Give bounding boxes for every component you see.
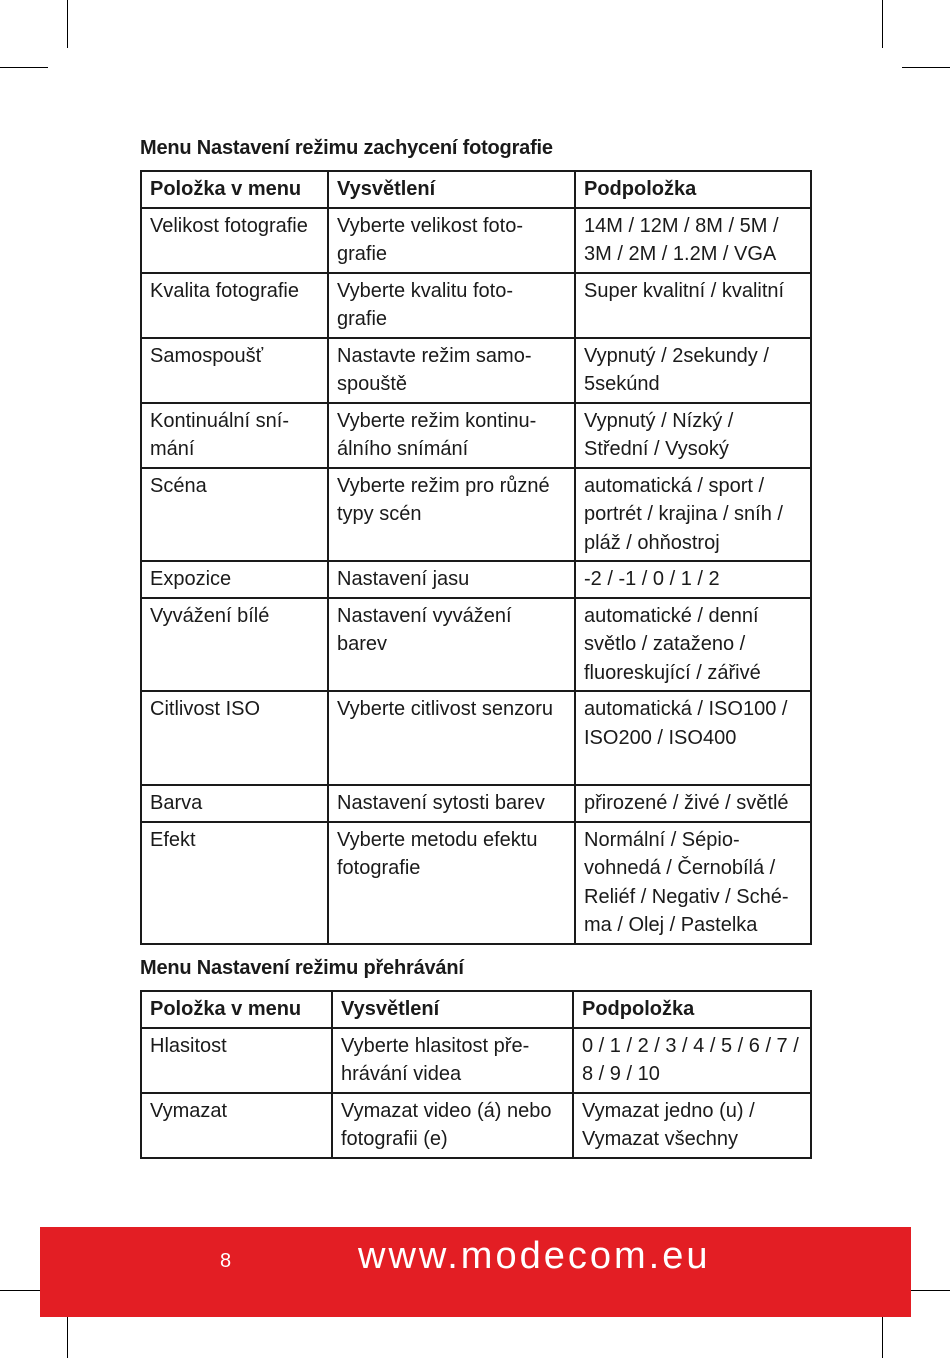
table-row	[141, 468, 811, 562]
table-cell: Normální / Sépio- vohnedá / Černobílá / Reliéf / Negativ / Sché- ma / Olej / Pastelka	[575, 822, 811, 944]
table-row	[141, 273, 811, 338]
column-header: Podpoložka	[573, 991, 811, 1028]
table-cell: Citlivost ISO	[141, 691, 328, 785]
table-cell: Hlasitost	[141, 1028, 332, 1093]
column-header: Vysvětlení	[332, 991, 573, 1028]
table-cell: Vypnutý / 2sekundy / 5sekúnd	[575, 338, 811, 403]
table-row	[141, 1093, 811, 1158]
table-cell: Vymazat	[141, 1093, 332, 1158]
section-heading-playback: Menu Nastavení režimu přehrávání	[140, 957, 464, 979]
page-number: 8	[220, 1250, 232, 1272]
table-cell: Samospoušť	[141, 338, 328, 403]
table-cell: Vyberte metodu efektu fotografie	[328, 822, 575, 944]
table-row	[141, 598, 811, 692]
table-cell: -2 / -1 / 0 / 1 / 2	[575, 561, 811, 598]
column-header: Položka v menu	[141, 991, 332, 1028]
crop-mark	[0, 67, 48, 68]
table-cell: 14M / 12M / 8M / 5M / 3M / 2M / 1.2M / VGA	[575, 208, 811, 273]
table-cell: Vyberte režim kontinu- álního snímání	[328, 403, 575, 468]
table-cell: Vyvážení bílé	[141, 598, 328, 692]
crop-mark	[882, 0, 883, 48]
table-cell: Nastavení jasu	[328, 561, 575, 598]
table-cell: Expozice	[141, 561, 328, 598]
table-cell: Nastavení vyvážení barev	[328, 598, 575, 692]
table-row	[141, 1028, 811, 1093]
table-cell: Nastavte režim samo- spouště	[328, 338, 575, 403]
table-cell: Vyberte kvalitu foto- grafie	[328, 273, 575, 338]
table-header-row	[141, 171, 811, 208]
table-cell: Vyberte velikost foto- grafie	[328, 208, 575, 273]
table-cell: automatická / sport / portrét / krajina / sníh / pláž / ohňostroj	[575, 468, 811, 562]
table-row	[141, 691, 811, 785]
table-cell: 0 / 1 / 2 / 3 / 4 / 5 / 6 / 7 / 8 / 9 / 10	[573, 1028, 811, 1093]
table-cell: Velikost fotografie	[141, 208, 328, 273]
column-header: Podpoložka	[575, 171, 811, 208]
table-cell: Vymazat jedno (u) / Vymazat všechny	[573, 1093, 811, 1158]
column-header: Vysvětlení	[328, 171, 575, 208]
table-row	[141, 403, 811, 468]
table-cell: Super kvalitní / kvalitní	[575, 273, 811, 338]
section-heading-capture: Menu Nastavení režimu zachycení fotografie	[140, 137, 553, 159]
table-cell: Kvalita fotografie	[141, 273, 328, 338]
table-cell: přirozené / živé / světlé	[575, 785, 811, 822]
table-cell: Vyberte citlivost senzoru	[328, 691, 575, 785]
table-cell: Nastavení sytosti barev	[328, 785, 575, 822]
table-cell: Vyberte režim pro různé typy scén	[328, 468, 575, 562]
table-cell: automatické / denní světlo / zataženo / fluoreskující / zářivé	[575, 598, 811, 692]
table-cell: Vypnutý / Nízký / Střední / Vysoký	[575, 403, 811, 468]
table-row	[141, 338, 811, 403]
table-cell: Scéna	[141, 468, 328, 562]
table-cell: Vymazat video (á) nebo fotografii (e)	[332, 1093, 573, 1158]
crop-mark	[902, 67, 950, 68]
website-link[interactable]: www.modecom.eu	[358, 1235, 711, 1277]
table-cell: Kontinuální sní- mání	[141, 403, 328, 468]
crop-mark	[882, 1310, 883, 1358]
table-row	[141, 208, 811, 273]
crop-mark	[67, 1310, 68, 1358]
table-cell: Barva	[141, 785, 328, 822]
table-cell: Vyberte hlasitost pře- hrávání videa	[332, 1028, 573, 1093]
capture-settings-table	[140, 170, 812, 945]
table-row	[141, 822, 811, 944]
column-header: Položka v menu	[141, 171, 328, 208]
table-row	[141, 561, 811, 598]
crop-mark	[67, 0, 68, 48]
table-cell: Efekt	[141, 822, 328, 944]
table-cell: automatická / ISO100 / ISO200 / ISO400	[575, 691, 811, 785]
table-header-row	[141, 991, 811, 1028]
playback-settings-table	[140, 990, 812, 1159]
table-row	[141, 785, 811, 822]
